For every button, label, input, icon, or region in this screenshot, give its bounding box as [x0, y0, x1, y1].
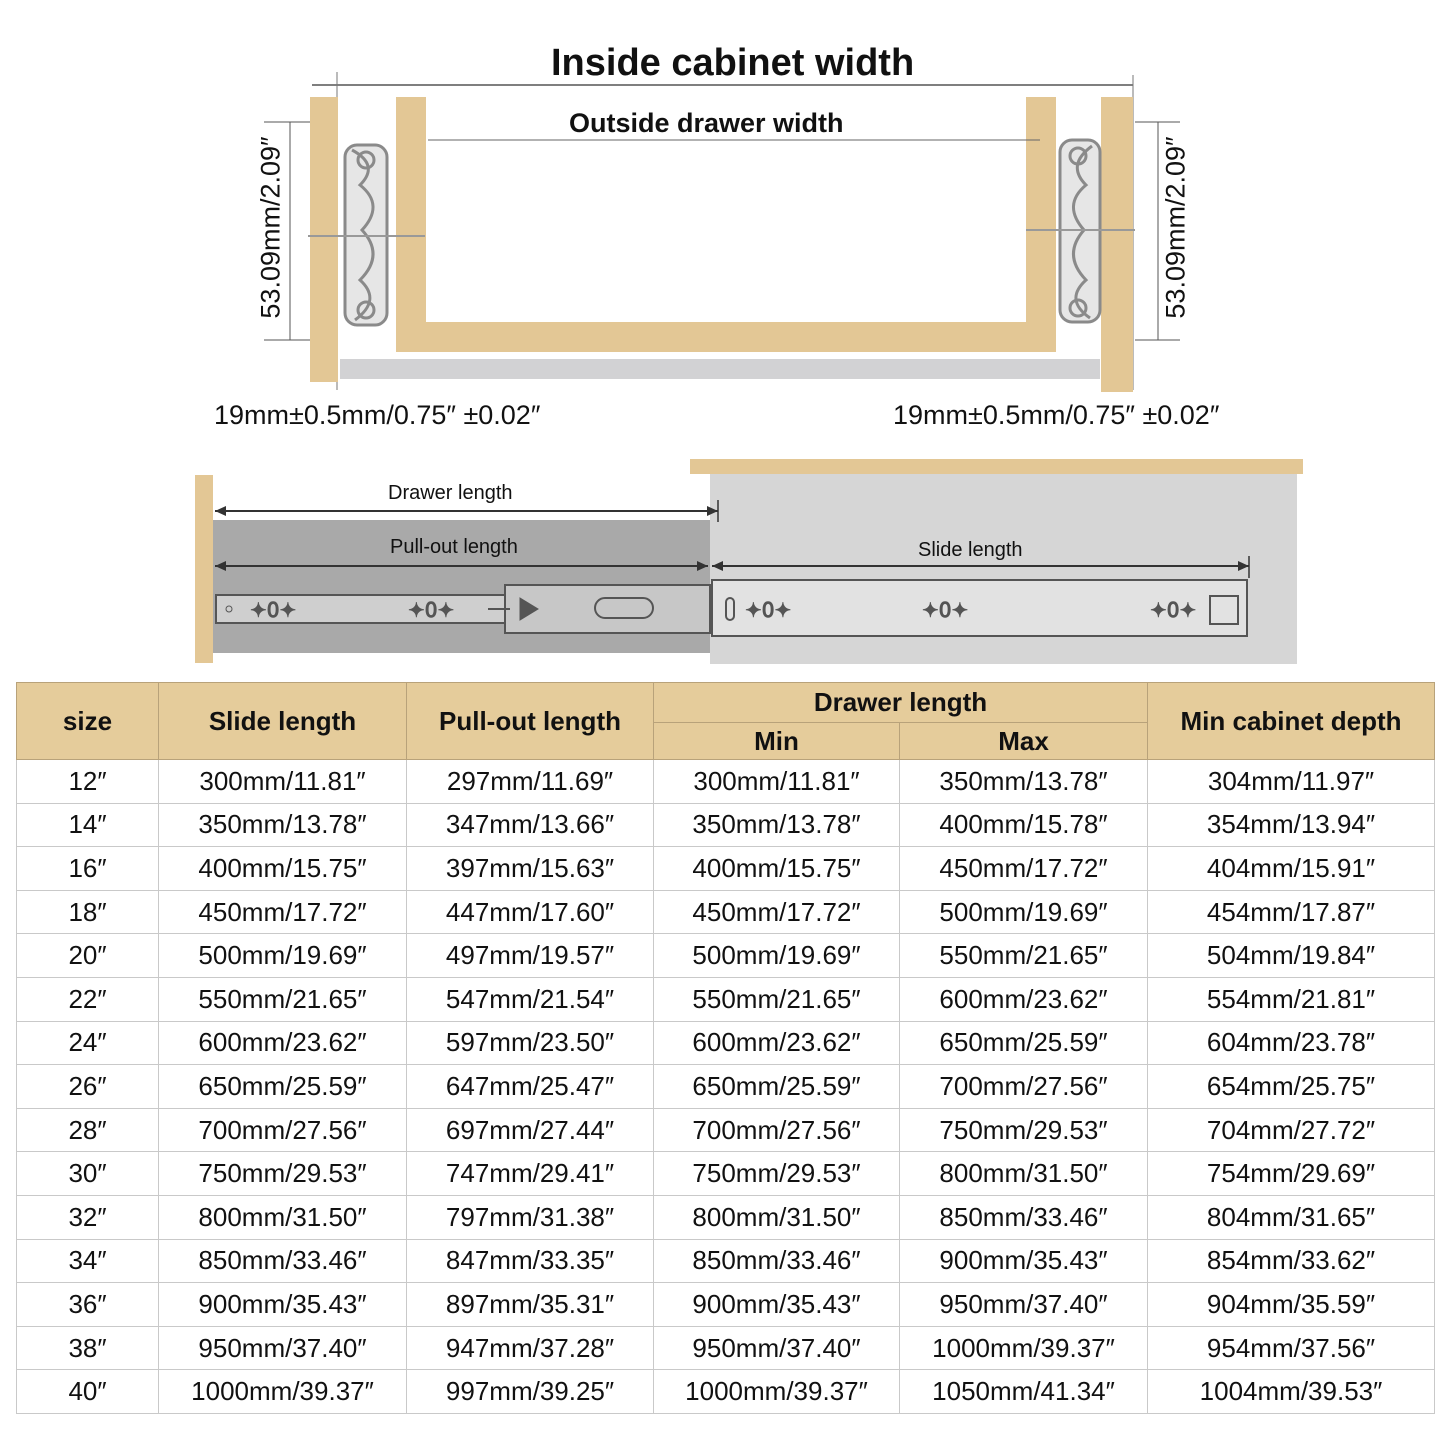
cell-pullout-length: 297mm/11.69″: [407, 760, 654, 804]
cell-slide-length: 750mm/29.53″: [159, 1152, 407, 1196]
cell-drawer-min: 500mm/19.69″: [654, 934, 900, 978]
cell-drawer-max: 450mm/17.72″: [900, 847, 1148, 891]
drawer-length-label: Drawer length: [388, 482, 513, 504]
cell-size: 20″: [17, 934, 159, 978]
cell-size: 32″: [17, 1195, 159, 1239]
cell-drawer-min: 700mm/27.56″: [654, 1108, 900, 1152]
cell-drawer-min: 800mm/31.50″: [654, 1195, 900, 1239]
cell-slide-length: 900mm/35.43″: [159, 1283, 407, 1327]
header-drawer-length: Drawer length: [654, 683, 1148, 723]
cell-pullout-length: 947mm/37.28″: [407, 1326, 654, 1370]
table-row: [17, 847, 1435, 891]
table-row: [17, 1239, 1435, 1283]
cell-slide-length: 450mm/17.72″: [159, 890, 407, 934]
cell-size: 28″: [17, 1108, 159, 1152]
cell-slide-length: 500mm/19.69″: [159, 934, 407, 978]
cell-cabinet-depth: 554mm/21.81″: [1148, 977, 1435, 1021]
cell-drawer-max: 1050mm/41.34″: [900, 1370, 1148, 1414]
slide-height-right-label: 53.09mm/2.09″: [1160, 136, 1191, 319]
table-row: [17, 1195, 1435, 1239]
table-row: [17, 760, 1435, 804]
cell-cabinet-depth: 304mm/11.97″: [1148, 760, 1435, 804]
header-size: size: [17, 683, 159, 760]
table-row: [17, 803, 1435, 847]
cell-drawer-min: 850mm/33.46″: [654, 1239, 900, 1283]
svg-text:✦0✦: ✦0✦: [922, 598, 969, 622]
cell-size: 36″: [17, 1283, 159, 1327]
pullout-length-label: Pull-out length: [390, 536, 518, 558]
cell-pullout-length: 697mm/27.44″: [407, 1108, 654, 1152]
cell-size: 16″: [17, 847, 159, 891]
cell-drawer-min: 650mm/25.59″: [654, 1065, 900, 1109]
svg-text:✦0✦: ✦0✦: [745, 598, 792, 622]
cell-pullout-length: 997mm/39.25″: [407, 1370, 654, 1414]
header-pullout-length: Pull-out length: [407, 683, 654, 760]
cabinet-cross-section-diagram: [0, 0, 1445, 680]
cell-drawer-min: 600mm/23.62″: [654, 1021, 900, 1065]
cell-pullout-length: 447mm/17.60″: [407, 890, 654, 934]
cell-drawer-min: 450mm/17.72″: [654, 890, 900, 934]
cell-drawer-min: 1000mm/39.37″: [654, 1370, 900, 1414]
cell-drawer-min: 750mm/29.53″: [654, 1152, 900, 1196]
table-row: [17, 934, 1435, 978]
cell-slide-length: 550mm/21.65″: [159, 977, 407, 1021]
cell-slide-length: 350mm/13.78″: [159, 803, 407, 847]
cell-drawer-min: 350mm/13.78″: [654, 803, 900, 847]
cell-slide-length: 1000mm/39.37″: [159, 1370, 407, 1414]
table-row: [17, 1326, 1435, 1370]
cell-drawer-max: 650mm/25.59″: [900, 1021, 1148, 1065]
cell-pullout-length: 597mm/23.50″: [407, 1021, 654, 1065]
left-drawer-side: [396, 97, 426, 352]
cell-size: 24″: [17, 1021, 159, 1065]
cell-size: 40″: [17, 1370, 159, 1414]
header-min-cabinet-depth: Min cabinet depth: [1148, 683, 1435, 760]
cell-cabinet-depth: 904mm/35.59″: [1148, 1283, 1435, 1327]
table-row: [17, 977, 1435, 1021]
svg-text:✦0✦: ✦0✦: [1150, 598, 1197, 622]
header-slide-length: Slide length: [159, 683, 407, 760]
cell-drawer-min: 400mm/15.75″: [654, 847, 900, 891]
cell-pullout-length: 647mm/25.47″: [407, 1065, 654, 1109]
cell-pullout-length: 797mm/31.38″: [407, 1195, 654, 1239]
right-drawer-side: [1026, 97, 1056, 352]
table-row: [17, 1283, 1435, 1327]
drawer-front-panel: [195, 475, 213, 663]
cell-slide-length: 650mm/25.59″: [159, 1065, 407, 1109]
slide-length-label: Slide length: [918, 539, 1023, 561]
inside-cabinet-width-label: Inside cabinet width: [551, 42, 915, 84]
cell-drawer-max: 950mm/37.40″: [900, 1283, 1148, 1327]
table-row: [17, 1152, 1435, 1196]
right-cabinet-wall: [1101, 97, 1133, 392]
cell-cabinet-depth: 454mm/17.87″: [1148, 890, 1435, 934]
cell-size: 22″: [17, 977, 159, 1021]
svg-text:✦0✦: ✦0✦: [250, 598, 297, 622]
drawer-bottom: [396, 322, 1056, 352]
cell-slide-length: 800mm/31.50″: [159, 1195, 407, 1239]
cell-size: 38″: [17, 1326, 159, 1370]
cell-drawer-max: 800mm/31.50″: [900, 1152, 1148, 1196]
cell-cabinet-depth: 854mm/33.62″: [1148, 1239, 1435, 1283]
table-row: [17, 1021, 1435, 1065]
cell-cabinet-depth: 954mm/37.56″: [1148, 1326, 1435, 1370]
cell-cabinet-depth: 754mm/29.69″: [1148, 1152, 1435, 1196]
cell-cabinet-depth: 354mm/13.94″: [1148, 803, 1435, 847]
cell-pullout-length: 747mm/29.41″: [407, 1152, 654, 1196]
cell-drawer-min: 950mm/37.40″: [654, 1326, 900, 1370]
cell-drawer-min: 550mm/21.65″: [654, 977, 900, 1021]
cell-pullout-length: 897mm/35.31″: [407, 1283, 654, 1327]
cell-drawer-max: 400mm/15.78″: [900, 803, 1148, 847]
cell-drawer-max: 850mm/33.46″: [900, 1195, 1148, 1239]
cell-cabinet-depth: 504mm/19.84″: [1148, 934, 1435, 978]
cell-slide-length: 850mm/33.46″: [159, 1239, 407, 1283]
cell-size: 34″: [17, 1239, 159, 1283]
cell-drawer-min: 900mm/35.43″: [654, 1283, 900, 1327]
cell-drawer-max: 700mm/27.56″: [900, 1065, 1148, 1109]
cell-pullout-length: 547mm/21.54″: [407, 977, 654, 1021]
cell-drawer-max: 600mm/23.62″: [900, 977, 1148, 1021]
outside-drawer-width-label: Outside drawer width: [569, 108, 844, 138]
cell-size: 12″: [17, 760, 159, 804]
cell-size: 30″: [17, 1152, 159, 1196]
slide-height-left-label: 53.09mm/2.09″: [255, 136, 286, 319]
header-drawer-min: Min: [654, 723, 900, 760]
cell-pullout-length: 347mm/13.66″: [407, 803, 654, 847]
cell-drawer-max: 500mm/19.69″: [900, 890, 1148, 934]
clearance-left-label: 19mm±0.5mm/0.75″ ±0.02″: [214, 400, 541, 430]
cell-cabinet-depth: 404mm/15.91″: [1148, 847, 1435, 891]
cell-slide-length: 950mm/37.40″: [159, 1326, 407, 1370]
cell-slide-length: 600mm/23.62″: [159, 1021, 407, 1065]
cell-drawer-max: 750mm/29.53″: [900, 1108, 1148, 1152]
svg-text:✦0✦: ✦0✦: [408, 598, 455, 622]
slide-spec-table: [16, 682, 1435, 1414]
table-row: [17, 890, 1435, 934]
cell-pullout-length: 497mm/19.57″: [407, 934, 654, 978]
cell-cabinet-depth: 804mm/31.65″: [1148, 1195, 1435, 1239]
cell-drawer-max: 900mm/35.43″: [900, 1239, 1148, 1283]
cell-drawer-min: 300mm/11.81″: [654, 760, 900, 804]
table-row: [17, 1065, 1435, 1109]
clearance-right-label: 19mm±0.5mm/0.75″ ±0.02″: [893, 400, 1220, 430]
cell-slide-length: 700mm/27.56″: [159, 1108, 407, 1152]
cabinet-top-panel: [690, 459, 1303, 474]
cell-size: 26″: [17, 1065, 159, 1109]
cell-drawer-max: 550mm/21.65″: [900, 934, 1148, 978]
cell-pullout-length: 847mm/33.35″: [407, 1239, 654, 1283]
cabinet-floor: [340, 359, 1100, 379]
cell-pullout-length: 397mm/15.63″: [407, 847, 654, 891]
left-cabinet-wall: [310, 97, 338, 382]
cell-slide-length: 400mm/15.75″: [159, 847, 407, 891]
cell-cabinet-depth: 654mm/25.75″: [1148, 1065, 1435, 1109]
cell-cabinet-depth: 604mm/23.78″: [1148, 1021, 1435, 1065]
cell-cabinet-depth: 1004mm/39.53″: [1148, 1370, 1435, 1414]
cell-drawer-max: 1000mm/39.37″: [900, 1326, 1148, 1370]
cell-size: 18″: [17, 890, 159, 934]
header-drawer-max: Max: [900, 723, 1148, 760]
cell-slide-length: 300mm/11.81″: [159, 760, 407, 804]
cell-size: 14″: [17, 803, 159, 847]
table-row: [17, 1108, 1435, 1152]
cell-drawer-max: 350mm/13.78″: [900, 760, 1148, 804]
table-row: [17, 1370, 1435, 1414]
cell-cabinet-depth: 704mm/27.72″: [1148, 1108, 1435, 1152]
